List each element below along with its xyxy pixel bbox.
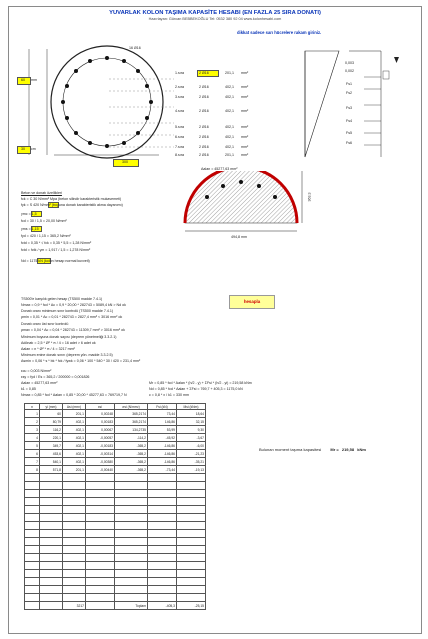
worksheet: YUVARLAK KOLON TAŞIMA KAPASİTE HESABI (EN FAZLA 25 SIRA DONATI) Hazırlayan: Gürcan BEBBEKOĞLU Tel: 0532 380 92 04 www.kolonhesabi.com dikkat sadece sarı hücrelere rakam giriniz. 60 30 16 Ø16 mm cm 300 1.sıra 2 Ø16 201,1 mm² 2.sıra 2 Ø16 402,1 mm² 3.sıra 2 Ø16 402,1 mm² 4.sıra 2 Ø16 402,1 mm² 5.sıra 2 Ø16 402,1 mm² 6.sıra 2 Ø16 402,1 mm² 7.sıra 2 Ø16 402,1 mm² 8.sıra 2 Ø16 201,1 mm² 0,003 0,002 Fs1 Fs2 Fs3 Fs4 Fs5 Fs6 Aalan = 45277,63 mm² 363,3 494,8 mm Beton ve donatı özellikleri fck = C 30 N/mm² Mpa (beton silindir karakteristik mukavemeti) fyk = S 420 N/mm² (boyuna donatı karakteristik akma dayanımı) γmc = 1,5 fcd = 30 / 1,5 = 20,00 N/mm² γms = 1,15 fyd = 420 / 1,15 = 365,2 N/mm² fctd = 0,35 * √ fck = 0,35 * 5,5 = 1,28 N/mm² fctd = fctk / γm = 1,917 / 1,5 = 1,278 N/mm² Nd = 1175 kN (kolon hesap normal kuvveti) TS500'e karşılık gelen hesap (TS500 madde 7.4.1) Nmax = 0,9 * fcd * Ac = 0,9 * 20,00 * 282743 = 5089,4 kN > Nd ok Donatı oranı minimum sınır kontrolü (TS500 madde 7.4.1) ρmin = 0,01 * Ac = 0,01 * 282743 = 2827,4 mm² < 3016 mm² ok Donatı oranı üst sınır kontrolü ρmax = 0,04 * Ac = 0,04 * 282743 = 11309,7 mm² > 3016 mm² ok Minimum boyuna donatı sayısı (deprem yönetmeliği 3.3.2.1) Adönatı = 2,5 * Ø² * π / 4 = 16 adet > 6 adet ok Aalan = n * Ø² * π / 4 = 3217 mm² Minimum enine donatı sınırı (deprem yön. madde 3.3.2.5) Asmin = 0,06 * s * bk * fck / fywk = 0,06 * 100 * 540 * 30 / 420 = 231,4 mm² hesapla εcu = 0,003 N/mm² εsy = fyd / Es = 365,2 / 200000 = 0,001826 Aalan = 45277,63 mm² k1 = 0,85 Nmax = 0,85 * fcd * Aalan = 0,85 * 20,00 * 45277,63 = 769719,7 N Nd = 0,85 * fcd * Aalan + ΣFsi = 769,7 + 405,3 = 1175,0 kN c = 0,8 * x / k1 = 330 mm Mr = 0,85 * fcd * Aalan * (h/2 - y) + ΣFsi * (h/2 - yi) = 219,58 kNm n yi (mm) Asi (mm²) εsi σsi (N/mm²) Fsi (kN) Msi (kNm) 1 60 201,1 0,00248 365,2174 73,44 18,64 2 80,79 402,1 0,00183 365,2174 146,86 32,15 3 116,2 402,1 0,00067 134,2735 53,99 9,30 4 220,1 402,1 -0,00057 -114,2 -45,92 -3,67 5 349,7 402,1 -0,00183 -365,2 -146,86 -6,00 6 453,6 402,1 -0,00314 -365,2 -146,86 -21,23 7 540,1 402,1 -0,00380 -365,2 -146,86 -35,21 8 571,8 201,1 -0,00440 -365,2 -73,44 -19,13 3217 Toplam -405,3 -25,15 Bulunan moment taşıma kapasitesi Mr = 219,58 kNm xyxy=(8,6,422,634)
material-line: fctd = fctk / γm = 1,917 / 1,5 = 1,278 N/mm² xyxy=(21,248,91,252)
calc-line: Nd = 0,85 * fcd * Aalan + ΣFsi = 769,7 + 405,3 = 1175,0 kN xyxy=(149,387,243,391)
table-row xyxy=(25,554,206,562)
table-row xyxy=(25,490,206,498)
check-line: TS500'e karşılık gelen hesap (TS500 madde 7.4.1) xyxy=(21,297,103,301)
table-row xyxy=(25,530,206,538)
table-row xyxy=(25,514,206,522)
material-line: fck = C 30 N/mm² Mpa (beton silindir karakteristik mukavemeti) xyxy=(21,197,122,201)
material-line: γmc = 1,5 xyxy=(21,212,37,216)
material-line: Nd = 1175 kN (kolon hesap normal kuvveti) xyxy=(21,259,90,263)
width-dim-value: 300 xyxy=(122,160,128,164)
material-line: fyd = 420 / 1,15 = 365,2 N/mm² xyxy=(21,234,71,238)
check-line: Minimum boyuna donatı sayısı (deprem yönetmeliği 3.3.2.1) xyxy=(21,335,117,339)
table-row xyxy=(25,570,206,578)
calc-line: εcu = 0,003 N/mm² xyxy=(21,369,52,373)
moment-capacity-result xyxy=(259,447,366,452)
fs-label: Fs6 xyxy=(346,141,352,145)
material-line: fctd = 0,35 * √ fck = 0,35 * 5,5 = 1,28 N/mm² xyxy=(21,241,92,245)
check-line: Nmax = 0,9 * fcd * Ac = 0,9 * 20,00 * 282743 = 5089,4 kN > Nd ok xyxy=(21,303,126,307)
diameter-value: 60 xyxy=(21,78,25,82)
table-row: 7 540,1 402,1 -0,00380 -365,2 -146,86 -35,21 xyxy=(25,458,206,466)
table-row xyxy=(25,498,206,506)
table-row: 3 116,2 402,1 0,00067 134,2735 53,99 9,30 xyxy=(25,426,206,434)
table-row xyxy=(25,506,206,514)
calculate-button[interactable]: hesapla xyxy=(229,295,275,309)
table-row xyxy=(25,522,206,530)
calc-line: k1 = 0,85 xyxy=(21,387,36,391)
fs-label: Fs4 xyxy=(346,119,352,123)
table-row xyxy=(25,546,206,554)
input-note: dikkat sadece sarı hücrelere rakam giriniz. xyxy=(237,30,322,35)
fs-label: Fs2 xyxy=(346,91,352,95)
material-line: fyk = S 420 N/mm² (boyuna donatı karakteristik akma dayanımı) xyxy=(21,203,123,207)
table-row: 8 571,8 201,1 -0,00440 -365,2 -73,44 -19,13 xyxy=(25,466,206,474)
table-row xyxy=(25,578,206,586)
table-row: 5 349,7 402,1 -0,00183 -365,2 -146,86 -6,00 xyxy=(25,442,206,450)
check-line: Donatı oranı minimum sınır kontrolü (TS500 madde 7.4.1) xyxy=(21,309,114,313)
check-line: Asmin = 0,06 * s * bk * fck / fywk = 0,06 * 100 * 540 * 30 / 420 = 231,4 mm² xyxy=(21,359,141,363)
calc-line: Mr = 0,85 * fcd * Aalan * (h/2 - y) + ΣFsi * (h/2 - yi) = 219,58 kNm xyxy=(149,381,252,385)
table-header-row: n yi (mm) Asi (mm²) εsi σsi (N/mm²) Fsi (kN) Msi (kNm) xyxy=(25,404,206,410)
check-line: ρmin = 0,01 * Ac = 0,01 * 282743 = 2827,4 mm² < 3016 mm² ok xyxy=(21,315,123,319)
result-label: Bulunan moment taşıma kapasitesi xyxy=(259,447,322,452)
bars-label: 16 Ø16 xyxy=(129,46,141,50)
check-line: Donatı oranı üst sınır kontrolü xyxy=(21,322,69,326)
page-subtitle: Hazırlayan: Gürcan BEBBEKOĞLU Tel: 0532 380 92 04 www.kolonhesabi.com xyxy=(148,17,282,21)
fs-label: Fs3 xyxy=(346,106,352,110)
page-title: YUVARLAK KOLON TAŞIMA KAPASİTE HESABI (EN FAZLA 25 SIRA DONATI) xyxy=(109,10,321,16)
compression-depth-label: 363,3 xyxy=(307,192,312,202)
result-value: 219,58 xyxy=(341,447,355,452)
check-line: ρmax = 0,04 * Ac = 0,04 * 282743 = 11309,7 mm² > 3016 mm² ok xyxy=(21,328,125,332)
cover-value: 30 xyxy=(21,147,25,151)
table-row xyxy=(25,594,206,602)
strain-es: 0,002 xyxy=(345,69,354,73)
table-row xyxy=(25,586,206,594)
fs-label: Fs1 xyxy=(346,82,352,86)
compression-width-label: 494,8 mm xyxy=(231,235,247,239)
mm-unit: mm xyxy=(31,78,37,82)
table-row: 2 80,79 402,1 0,00183 365,2174 146,86 32,15 xyxy=(25,418,206,426)
fs-label: Fs5 xyxy=(346,131,352,135)
result-value-label: Mr = xyxy=(330,447,339,452)
table-row xyxy=(25,538,206,546)
compression-area-label: Aalan = 45277,63 mm² xyxy=(201,167,238,171)
cm-unit: cm xyxy=(31,147,36,151)
table-row: 4 220,1 402,1 -0,00057 -114,2 -45,92 -3,67 xyxy=(25,434,206,442)
table-row: 1 60 201,1 0,00248 365,2174 73,44 18,64 xyxy=(25,410,206,418)
materials-heading: Beton ve donatı özellikleri xyxy=(21,191,62,195)
compression-zone-diagram xyxy=(177,171,317,241)
table-totals-row: 3217 Toplam -405,3 -25,15 xyxy=(25,602,206,610)
table-row xyxy=(25,482,206,490)
calc-line: Aalan = 45277,63 mm² xyxy=(21,381,58,385)
calc-line: c = 0,8 * x / k1 = 330 mm xyxy=(149,393,189,397)
table-row xyxy=(25,562,206,570)
result-unit: kNm xyxy=(357,447,366,452)
material-line: γms = 1,15 xyxy=(21,227,39,231)
check-line: Aalan = n * Ø² * π / 4 = 3217 mm² xyxy=(21,347,75,351)
calc-line: Nmax = 0,85 * fcd * Aalan = 0,85 * 20,00 * 45277,63 = 769719,7 N xyxy=(21,393,127,397)
strain-ec: 0,003 xyxy=(345,61,354,65)
table-row: 6 453,6 402,1 -0,00314 -365,2 -146,86 -21,23 xyxy=(25,450,206,458)
material-line: fcd = 30 / 1,5 = 20,00 N/mm² xyxy=(21,219,67,223)
check-line: Minimum enine donatı sınırı (deprem yön. madde 3.3.2.5) xyxy=(21,353,113,357)
bar-force-table xyxy=(24,403,206,610)
table-row xyxy=(25,474,206,482)
calc-line: εsy = fyd / Es = 365,2 / 200000 = 0,001826 xyxy=(21,375,90,379)
check-line: Adönatı = 2,5 * Ø² * π / 4 = 16 adet > 6 adet ok xyxy=(21,341,96,345)
